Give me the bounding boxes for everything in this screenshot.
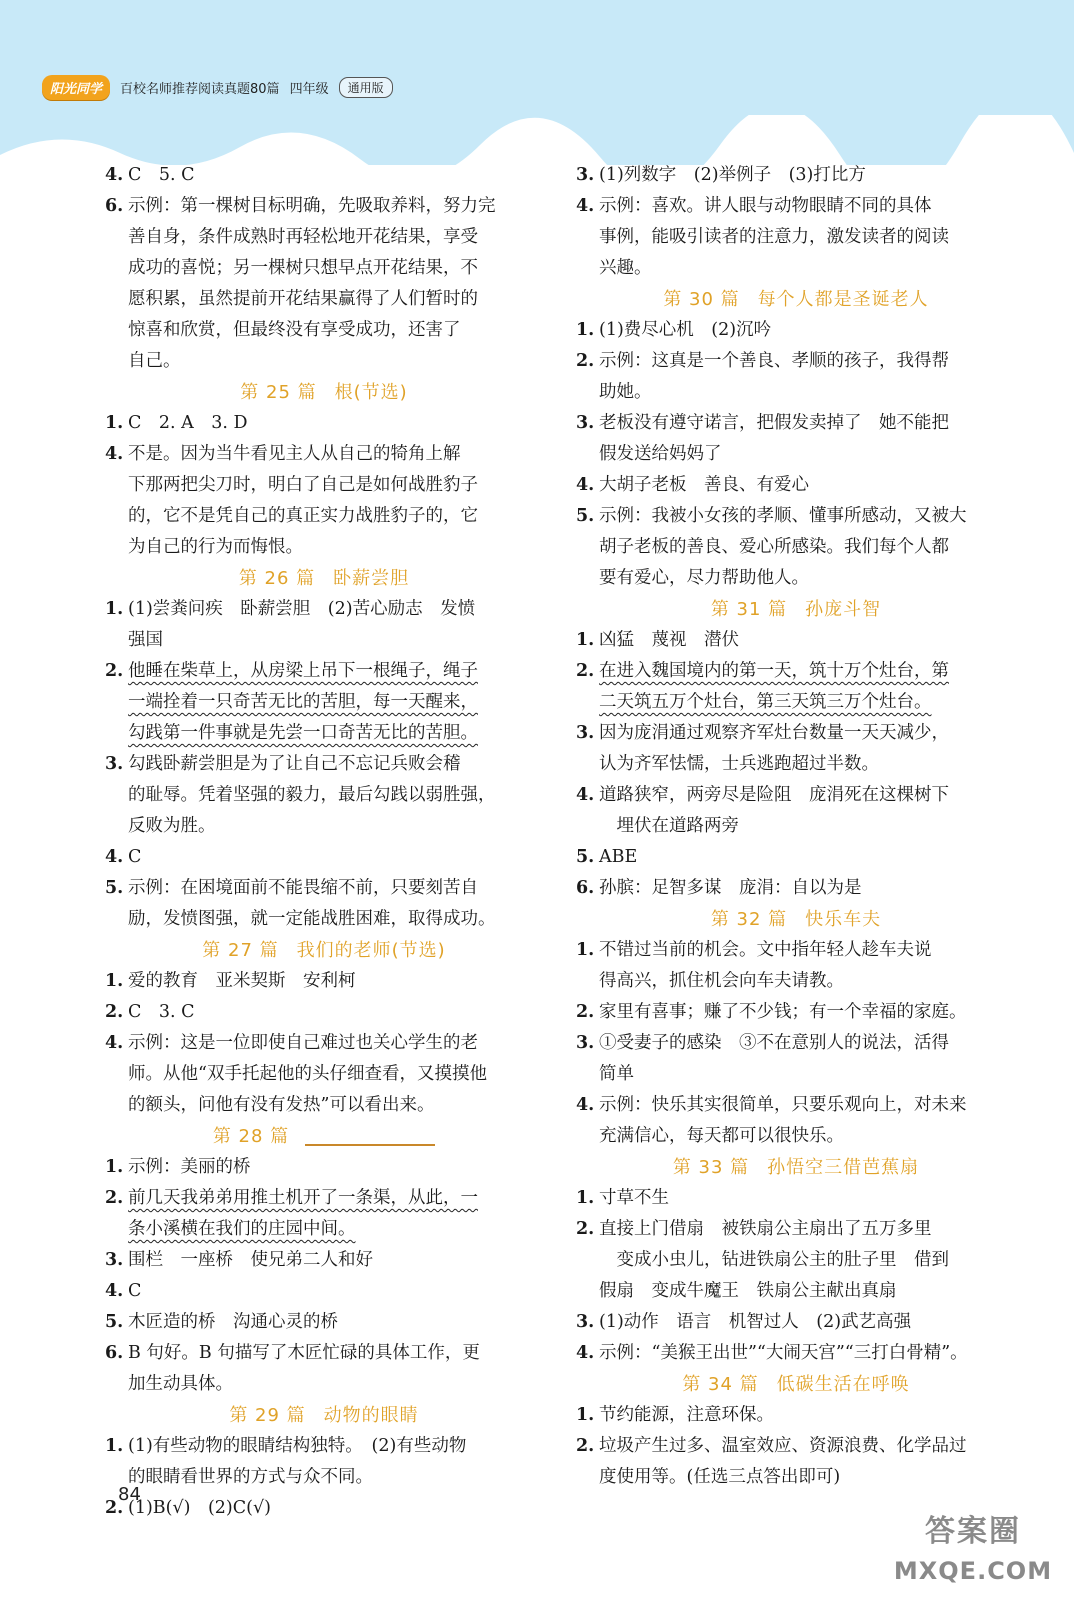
answer-line: [128, 284, 543, 315]
answer-text: 自己。: [128, 351, 181, 371]
answer-number: 4.: [105, 847, 124, 867]
answer-text: ①受妻子的感染 ③不在意别人的说法，活得: [599, 1033, 949, 1053]
answer-item: [576, 1214, 1016, 1307]
section-title: 动物的眼睛: [323, 1405, 419, 1426]
section-heading: [105, 1400, 543, 1431]
answer-text: 的眼睛看世界的方式与众不同。: [128, 1467, 373, 1487]
answer-line: [599, 1462, 1016, 1493]
section-number: 第 26 篇: [238, 568, 316, 589]
answer-item: [576, 315, 1016, 346]
page-number: 84: [118, 1484, 141, 1505]
book-title: 百校名师推荐阅读真题80篇: [120, 81, 280, 97]
answer-line: [128, 501, 543, 532]
answer-number: 2.: [105, 1498, 124, 1518]
answer-number: 1.: [576, 630, 595, 650]
answer-line: [128, 222, 543, 253]
section-title: 快乐车夫: [805, 909, 882, 930]
section-number: 第 25 篇: [240, 382, 317, 403]
answer-number: 4.: [105, 1033, 124, 1053]
answer-line: [128, 1183, 543, 1214]
answer-text: 示例：喜欢。讲人眼与动物眼睛不同的具体: [599, 196, 932, 216]
answer-line: [599, 563, 1016, 594]
answer-text: 助她。: [599, 382, 652, 402]
answer-line: [599, 1059, 1016, 1090]
answer-line: [128, 1028, 543, 1059]
answer-text: 爱的教育 亚米契斯 安利柯: [128, 971, 356, 991]
answer-text: 道路狭窄，两旁尽是险阻 庞涓死在这棵树下: [599, 785, 949, 805]
section-heading: [576, 594, 1016, 625]
answer-item: [576, 191, 1016, 284]
answer-number: 4.: [576, 196, 595, 216]
answer-text: 假扇 变成牛魔王 铁扇公主献出真扇: [599, 1281, 897, 1301]
answer-number: 4.: [576, 1095, 595, 1115]
answer-line: [128, 749, 543, 780]
answer-number: 1.: [576, 940, 595, 960]
answer-text: 成功的喜悦；另一棵树只想早点开花结果，不: [128, 258, 478, 278]
answer-number: 1.: [105, 599, 124, 619]
answer-number: 5.: [576, 847, 595, 867]
answer-line: [599, 687, 1016, 718]
answer-item: [576, 501, 1016, 594]
answer-text: ABE: [599, 847, 638, 867]
answer-text: 示例：在困境面前不能畏缩不前，只要刻苦自: [128, 878, 478, 898]
answer-number: 2.: [576, 1002, 595, 1022]
watermark-logo: [880, 1508, 1066, 1592]
answer-line: [599, 346, 1016, 377]
answer-line: [599, 1307, 1016, 1338]
answer-text: 愿积累，虽然提前开花结果赢得了人们暂时的: [128, 289, 478, 309]
answer-number: 3.: [576, 723, 595, 743]
answer-text: 大胡子老板 善良、有爱心: [599, 475, 809, 495]
answer-number: 4.: [576, 475, 595, 495]
answer-number: 4.: [105, 165, 124, 185]
answer-line: [128, 997, 543, 1028]
answer-line: [128, 1245, 543, 1276]
answer-text: 寸草不生: [599, 1188, 669, 1208]
answer-text: C: [128, 1281, 142, 1301]
answer-line: [128, 470, 543, 501]
answer-number: 5.: [105, 878, 124, 898]
section-number: 第 31 篇: [710, 599, 788, 620]
section-number: 第 32 篇: [710, 909, 788, 930]
section-title: 孙悟空三借芭蕉扇: [767, 1157, 920, 1178]
answer-item: [105, 160, 543, 191]
answer-item: [105, 656, 543, 749]
answer-number: 3.: [576, 413, 595, 433]
answer-line: [128, 1369, 543, 1400]
answer-text: 的耻辱。凭着坚强的毅力，最后勾践以弱胜强，: [128, 785, 496, 805]
answer-text: 家里有喜事；赚了不少钱；有一个幸福的家庭。: [599, 1002, 967, 1022]
answer-item: [576, 408, 1016, 470]
answer-number: 2.: [576, 1436, 595, 1456]
answer-text: (1)费尽心机 (2)沉吟: [599, 320, 772, 340]
answer-line: [128, 873, 543, 904]
answer-line: [599, 315, 1016, 346]
section-heading: [105, 935, 543, 966]
answer-line: [128, 625, 543, 656]
answer-text: (1)尝粪问疾 卧薪尝胆 (2)苦心励志 发愤: [128, 599, 476, 619]
answer-line: [599, 1431, 1016, 1462]
answer-text: 励，发愤图强，就一定能战胜困难，取得成功。: [128, 909, 496, 929]
answer-text: 二天筑五万个灶台，第三天筑三万个灶台。: [599, 692, 932, 712]
answer-text: 变成小虫儿，钻进铁扇公主的肚子里 借到: [599, 1250, 949, 1270]
section-heading: [576, 1152, 1016, 1183]
answer-number: 4.: [105, 1281, 124, 1301]
answer-text: 胡子老板的善良、爱心所感染。我们每个人都: [599, 537, 949, 557]
answer-text: 围栏 一座桥 使兄弟二人和好: [128, 1250, 373, 1270]
answer-text: 勾践卧薪尝胆是为了让自己不忘记兵败会稽: [128, 754, 461, 774]
answer-line: [128, 842, 543, 873]
section-title: 孙庞斗智: [805, 599, 882, 620]
answer-line: [599, 439, 1016, 470]
answer-item: [576, 873, 1016, 904]
answer-item: [105, 1028, 543, 1121]
answer-text: 下那两把尖刀时，明白了自己是如何战胜豹子: [128, 475, 478, 495]
answer-line: [128, 191, 543, 222]
answer-text: 勾践第一件事就是先尝一口奇苦无比的苦胆。: [128, 723, 478, 743]
answer-text: (1)有些动物的眼睛结构独特。 (2)有些动物: [128, 1436, 467, 1456]
answer-line: [599, 222, 1016, 253]
answer-line: [599, 1245, 1016, 1276]
answer-item: [576, 1338, 1016, 1369]
answer-line: [599, 780, 1016, 811]
answer-item: [105, 873, 543, 935]
answer-number: 6.: [105, 196, 124, 216]
answer-text: (1)B(√) (2)C(√): [128, 1498, 271, 1518]
answer-line: [599, 718, 1016, 749]
answer-item: [576, 935, 1016, 997]
answer-line: [128, 966, 543, 997]
section-heading: [105, 563, 543, 594]
answer-text: C 3. C: [128, 1002, 195, 1022]
answer-line: [128, 780, 543, 811]
answer-text: 事例，能吸引读者的注意力，激发读者的阅读: [599, 227, 949, 247]
answer-item: [576, 1183, 1016, 1214]
answer-line: [128, 1276, 543, 1307]
answer-number: 3.: [576, 165, 595, 185]
section-heading: [105, 377, 543, 408]
answer-text: 垃圾产生过多、温室效应、资源浪费、化学品过: [599, 1436, 967, 1456]
answer-item: [105, 1307, 543, 1338]
answer-line: [128, 346, 543, 377]
section-heading: [576, 1369, 1016, 1400]
answer-item: [105, 997, 543, 1028]
answer-number: 3.: [576, 1312, 595, 1332]
answer-number: 1.: [105, 1436, 124, 1456]
answer-item: [105, 1338, 543, 1400]
answer-line: [128, 1307, 543, 1338]
answer-text: 充满信心，每天都可以很快乐。: [599, 1126, 844, 1146]
answer-line: [128, 1059, 543, 1090]
answer-line: [128, 532, 543, 563]
answer-item: [105, 191, 543, 377]
answer-item: [576, 1028, 1016, 1090]
answer-item: [105, 842, 543, 873]
section-title: 根(节选): [334, 382, 408, 403]
answer-text: 前几天我弟弟用推土机开了一条渠，从此，一: [128, 1188, 478, 1208]
answer-number: 2.: [105, 1188, 124, 1208]
answer-text: 示例：美丽的桥: [128, 1157, 251, 1177]
answer-number: 4.: [576, 1343, 595, 1363]
answer-text: 在进入魏国境内的第一天，筑十万个灶台，第: [599, 661, 949, 681]
answer-text: 师。从他“双手托起他的头仔细查看，又摸摸他: [128, 1064, 487, 1084]
answer-number: 4.: [576, 785, 595, 805]
section-heading: [105, 1121, 543, 1152]
answer-number: 1.: [576, 320, 595, 340]
answer-line: [599, 408, 1016, 439]
answer-line: [128, 718, 543, 749]
section-title: 我们的老师(节选): [296, 940, 446, 961]
answer-item: [576, 160, 1016, 191]
answer-text: (1)动作 语言 机智过人 (2)武艺高强: [599, 1312, 912, 1332]
answer-text: 一端拴着一只奇苦无比的苦胆，每一天醒来，: [128, 692, 478, 712]
answer-line: [599, 1183, 1016, 1214]
answer-item: [105, 1431, 543, 1493]
answer-line: [128, 315, 543, 346]
grade-label: 四年级: [289, 81, 329, 97]
answer-text: 假发送给妈妈了: [599, 444, 722, 464]
answer-item: [576, 842, 1016, 873]
answer-item: [576, 346, 1016, 408]
answer-text: 示例：“美猴王出世”“大闹天宫”“三打白骨精”。: [599, 1343, 968, 1363]
answer-number: 1.: [576, 1188, 595, 1208]
answer-line: [599, 532, 1016, 563]
answer-item: [105, 749, 543, 842]
answer-item: [576, 1400, 1016, 1431]
answer-item: [105, 1493, 543, 1524]
answer-number: 1.: [105, 413, 124, 433]
answer-line: [599, 191, 1016, 222]
section-number: 第 30 篇: [663, 289, 740, 310]
answer-line: [599, 160, 1016, 191]
answer-line: [599, 749, 1016, 780]
answer-text: 凶猛 蔑视 潜伏: [599, 630, 739, 650]
section-number: 第 28 篇: [212, 1126, 290, 1147]
answer-item: [105, 439, 543, 563]
section-number: 第 33 篇: [672, 1157, 750, 1178]
answer-line: [599, 966, 1016, 997]
answer-line: [128, 439, 543, 470]
section-title: 每个人都是圣诞老人: [757, 289, 929, 310]
answer-text: 老板没有遵守诺言，把假发卖掉了 她不能把: [599, 413, 949, 433]
answer-line: [599, 1276, 1016, 1307]
answer-number: 2.: [576, 661, 595, 681]
answer-text: C 5. C: [128, 165, 195, 185]
watermark-domain: MXQE.COM: [893, 1557, 1053, 1585]
answer-line: [128, 160, 543, 191]
answer-text: B 句好。B 句描写了木匠忙碌的具体工作，更: [128, 1343, 480, 1363]
answer-text: 示例：第一棵树目标明确，先吸取养料，努力完: [128, 196, 496, 216]
answer-number: 3.: [105, 1250, 124, 1270]
answer-line: [599, 501, 1016, 532]
answer-text: 度使用等。(任选三点答出即可): [599, 1467, 841, 1487]
section-title: 卧薪尝胆: [333, 568, 410, 589]
answer-item: [105, 966, 543, 997]
answer-line: [128, 253, 543, 284]
answer-text: 因为庞涓通过观察齐军灶台数量一天天减少，: [599, 723, 949, 743]
answer-text: 孙膑：足智多谋 庞涓：自以为是: [599, 878, 862, 898]
answer-line: [599, 377, 1016, 408]
answer-number: 2.: [576, 1219, 595, 1239]
answer-item: [105, 408, 543, 439]
answer-line: [128, 408, 543, 439]
answer-item: [105, 1183, 543, 1245]
answer-text: (1)列数字 (2)举例子 (3)打比方: [599, 165, 866, 185]
answer-number: 5.: [576, 506, 595, 526]
answer-line: [599, 1090, 1016, 1121]
answer-text: 认为齐军怯懦，士兵逃跑超过半数。: [599, 754, 879, 774]
section-heading: [576, 904, 1016, 935]
answer-text: 的，它不是凭自己的真正实力战胜豹子的，它: [128, 506, 478, 526]
answer-item: [105, 594, 543, 656]
answer-number: 6.: [105, 1343, 124, 1363]
answer-item: [576, 1431, 1016, 1493]
answer-text: 得高兴，抓住机会向车夫请教。: [599, 971, 844, 991]
answer-line: [599, 1121, 1016, 1152]
answer-line: [599, 1214, 1016, 1245]
answer-number: 3.: [576, 1033, 595, 1053]
answer-number: 1.: [105, 971, 124, 991]
answer-text: 示例：这是一位即使自己难过也关心学生的老: [128, 1033, 478, 1053]
answer-number: 1.: [576, 1405, 595, 1425]
answer-text: 善自身，条件成熟时再轻松地开花结果，享受: [128, 227, 478, 247]
book-logo: 阳光同学: [42, 75, 110, 100]
watermark-title: 答案圈: [925, 1514, 1021, 1549]
answer-number: 6.: [576, 878, 595, 898]
answer-line: [599, 1400, 1016, 1431]
answer-text: C: [128, 847, 142, 867]
answer-text: 加生动具体。: [128, 1374, 233, 1394]
answer-number: 3.: [105, 754, 124, 774]
answer-item: [576, 656, 1016, 718]
title-blank-line: [305, 1128, 435, 1146]
answer-line: [128, 1152, 543, 1183]
answer-number: 2.: [105, 1002, 124, 1022]
answer-text: 兴趣。: [599, 258, 652, 278]
answer-line: [599, 1338, 1016, 1369]
section-title: 低碳生活在呼唤: [776, 1374, 910, 1395]
answer-item: [576, 470, 1016, 501]
section-number: 第 29 篇: [229, 1405, 306, 1426]
answer-line: [599, 470, 1016, 501]
answer-text: 示例：我被小女孩的孝顺、懂事所感动，又被大: [599, 506, 967, 526]
answer-number: 4.: [105, 444, 124, 464]
answer-number: 5.: [105, 1312, 124, 1332]
answer-column-right: [576, 160, 1016, 1493]
answer-text: 反败为胜。: [128, 816, 216, 836]
answer-text: 示例：这真是一个善良、孝顺的孩子，我得帮: [599, 351, 949, 371]
section-heading: [576, 284, 1016, 315]
answer-text: 示例：快乐其实很简单，只要乐观向上，对未来: [599, 1095, 967, 1115]
answer-number: 2.: [105, 661, 124, 681]
answer-text: 他睡在柴草上，从房梁上吊下一根绳子，绳子: [128, 661, 478, 681]
answer-text: 木匠造的桥 沟通心灵的桥: [128, 1312, 338, 1332]
answer-line: [128, 656, 543, 687]
answer-text: 强国: [128, 630, 163, 650]
answer-item: [576, 1090, 1016, 1152]
answer-line: [128, 594, 543, 625]
answer-line: [599, 842, 1016, 873]
answer-line: [599, 873, 1016, 904]
answer-item: [576, 780, 1016, 842]
answer-line: [599, 1028, 1016, 1059]
answer-item: [576, 718, 1016, 780]
edition-badge: 通用版: [339, 77, 393, 98]
answer-text: C 2. A 3. D: [128, 413, 248, 433]
answer-text: 埋伏在道路两旁: [599, 816, 739, 836]
answer-text: 简单: [599, 1064, 634, 1084]
answer-line: [128, 1214, 543, 1245]
answer-line: [128, 1431, 543, 1462]
answer-text: 要有爱心，尽力帮助他人。: [599, 568, 809, 588]
answer-text: 直接上门借扇 被铁扇公主扇出了五万多里: [599, 1219, 932, 1239]
answer-number: 2.: [576, 351, 595, 371]
section-number: 第 34 篇: [682, 1374, 759, 1395]
answer-number: 1.: [105, 1157, 124, 1177]
answer-line: [128, 687, 543, 718]
answer-text: 不错过当前的机会。文中指年轻人趁车夫说: [599, 940, 932, 960]
answer-line: [599, 811, 1016, 842]
answer-item: [576, 625, 1016, 656]
answer-line: [128, 811, 543, 842]
answer-line: [599, 997, 1016, 1028]
answer-item: [105, 1245, 543, 1276]
answer-text: 为自己的行为而悔恨。: [128, 537, 303, 557]
answer-text: 节约能源，注意环保。: [599, 1405, 774, 1425]
answer-line: [599, 625, 1016, 656]
answer-text: 的额头，问他有没有发热”可以看出来。: [128, 1095, 435, 1115]
answer-line: [128, 1462, 543, 1493]
answer-line: [128, 1090, 543, 1121]
answer-line: [599, 935, 1016, 966]
answer-text: 惊喜和欣赏，但最终没有享受成功，还害了: [128, 320, 461, 340]
answer-line: [128, 904, 543, 935]
answer-line: [128, 1493, 543, 1524]
answer-text: 不是。因为当牛看见主人从自己的犄角上解: [128, 444, 461, 464]
answer-line: [599, 253, 1016, 284]
answer-line: [599, 656, 1016, 687]
header-brand: [42, 74, 393, 100]
answer-text: 条小溪横在我们的庄园中间。: [128, 1219, 356, 1239]
answer-item: [576, 997, 1016, 1028]
answer-item: [105, 1276, 543, 1307]
answer-line: [128, 1338, 543, 1369]
answer-column-left: [105, 160, 543, 1524]
answer-item: [105, 1152, 543, 1183]
answer-item: [576, 1307, 1016, 1338]
section-number: 第 27 篇: [202, 940, 279, 961]
